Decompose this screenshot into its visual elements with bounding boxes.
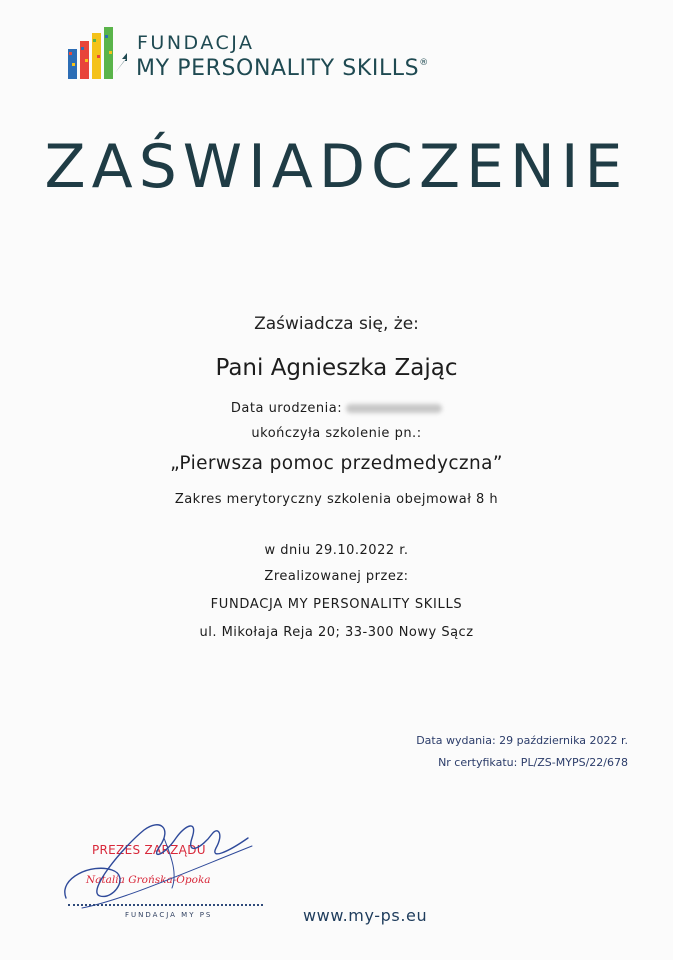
- course-name: „Pierwsza pomoc przedmedyczna”: [170, 453, 503, 474]
- website-url: www.my-ps.eu: [303, 906, 428, 925]
- organization-name: FUNDACJA MY PERSONALITY SKILLS: [210, 597, 463, 612]
- person-name: Pani Agnieszka Zając: [215, 355, 458, 381]
- logo-foundation-text: FUNDACJA: [137, 32, 255, 54]
- birth-date-row: [0, 401, 673, 416]
- certificate-number: Nr certyfikatu: PL/ZS-MYPS/22/678: [438, 756, 628, 769]
- scope-text: Zakres merytoryczny szkolenia obejmował 8 h: [174, 492, 499, 507]
- signature-icon: [52, 808, 262, 918]
- logo-name-text: [136, 56, 429, 81]
- registered-mark: ®: [419, 58, 429, 68]
- birth-date-label: Data urodzenia:: [230, 401, 343, 416]
- training-date: w dniu 29.10.2022 r.: [264, 543, 409, 558]
- organization-address: ul. Mikołaja Reja 20; 33-300 Nowy Sącz: [199, 625, 474, 640]
- signature-line: [68, 904, 263, 906]
- logo-name-label: MY PERSONALITY SKILLS: [136, 56, 420, 81]
- stamp-name: Natalia Grońska-Opoka: [86, 874, 211, 886]
- birth-date-redacted: [346, 404, 442, 413]
- signature-caption: FUNDACJA MY PS: [125, 911, 213, 919]
- realized-by-label: Zrealizowanej przez:: [264, 569, 409, 584]
- document-title: ZAŚWIADCZENIE: [44, 132, 629, 202]
- certifies-text: Zaświadcza się, że:: [254, 314, 419, 334]
- issue-date: Data wydania: 29 października 2022 r.: [416, 734, 628, 747]
- stamp-title: PREZES ZARZĄDU: [92, 843, 206, 857]
- bar-chart-logo-icon: [66, 25, 128, 81]
- completed-text: ukończyła szkolenie pn.:: [251, 426, 422, 441]
